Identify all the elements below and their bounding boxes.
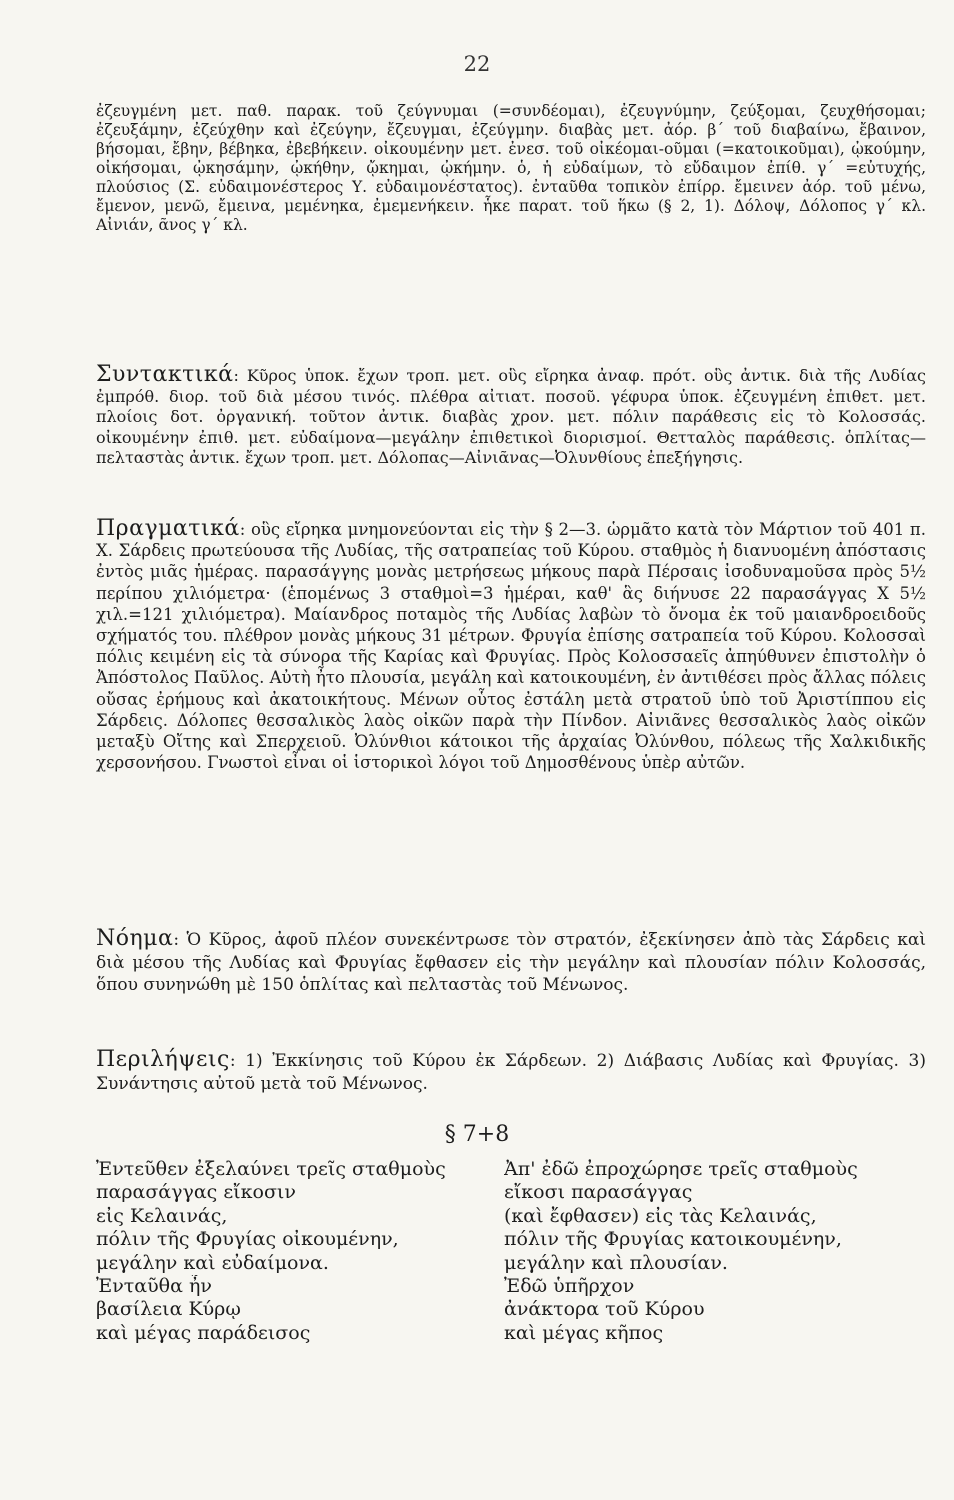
factual-notes bbox=[96, 518, 926, 773]
original-line: βασίλεια Κύρῳ bbox=[96, 1298, 241, 1321]
meaning-text: : Ὁ Κῦρος, ἀφοῦ πλέον συνεκέντρωσε τὸν στρατόν, ἐξεκίνησεν ἀπὸ τὰς Σάρδεις καὶ διὰ μέσου τῆς Λυδίας καὶ Φρυγίας ἔφθασεν εἰς τὴν μεγάλην καὶ πλουσίαν πόλιν Κολοσσάς, ὅπου συνηνώθη μὲ 150 ὁπλίτας καὶ πελταστὰς τοῦ Μένωνος. bbox=[96, 930, 926, 995]
vocabulary-notes: ἐζευγμένη μετ. παθ. παρακ. τοῦ ζεύγνυμαι (=συνδέομαι), ἐζευγνύμην, ζεύξομαι, ζευχθήσομαι; ἐζευξάμην, ἐζεύχθην καὶ ἐζεύγην, ἔζευγμαι, ἐζεύγμην. διαβὰς μετ. ἀόρ. β΄ τοῦ διαβαίνω, ἔβαινον, βήσομαι, ἔβην, βέβηκα, ἐβεβήκειν. οἰκουμένην μετ. ἐνεσ. τοῦ οἰκέομαι-οῦμαι (=κατοικοῦμαι), ᾠκούμην, οἰκήσομαι, ᾠκησάμην, ᾠκήθην, ᾤκημαι, ᾠκήμην. ὁ, ἡ εὐδαίμων, τὸ εὔδαιμον ἐπίθ. γ΄ =εὐτυχής, πλούσιος (Σ. εὐδαιμονέστερος Υ. εὐδαιμονέστατος). ἐνταῦθα τοπικὸν ἐπίρρ. ἔμεινεν ἀόρ. τοῦ μένω, ἔμενον, μενῶ, ἔμεινα, μεμένηκα, ἐμεμενήκειν. ἧκε παρατ. τοῦ ἥκω (§ 2, 1). Δόλοψ, Δόλοπος γ΄ κλ. Αἰνιάν, ᾶνος γ΄ κλ. bbox=[96, 102, 926, 234]
original-line: μεγάλην καὶ εὐδαίμονα. bbox=[96, 1251, 329, 1274]
original-line: Ἐντεῦθεν ἐξελαύνει τρεῖς σταθμοὺς bbox=[96, 1158, 446, 1180]
translation-line: μεγάλην καὶ πλουσίαν. bbox=[504, 1251, 728, 1274]
syntax-text: : Κῦρος ὑποκ. ἔχων τροπ. μετ. οὓς εἴρηκα ἀναφ. πρότ. οὓς ἀντικ. διὰ τῆς Λυδίας ἐμπρόθ. διορ. τοῦ διὰ μέσου τινός. πλέθρα αἰτιατ. ποσοῦ. γέφυρα ὑποκ. ἐζευγμένη ἐπιθετ. μετ. πλοίοις δοτ. ὀργανική. τοῦτον ἀντικ. διαβὰς χρον. μετ. πόλιν παράθεσις εἰς τὸ Κολοσσάς. οἰκουμένην ἐπιθ. μετ. εὐδαίμονα—μεγάλην ἐπιθετικοὶ διορισμοί. Θετταλὸς παράθεσις. ὁπλίτας—πελταστὰς ἀντικ. ἔχων τροπ. μετ. Δόλοπας—Αἰνιᾶνας—Ὀλυνθίους ἐπεξήγησις. bbox=[96, 366, 926, 467]
original-line: εἰς Κελαινάς, bbox=[96, 1204, 228, 1227]
translation-line: Ἐδῶ ὑπῆρχον bbox=[504, 1275, 635, 1298]
parallel-row bbox=[96, 1275, 926, 1298]
meaning-heading: Νόημα bbox=[96, 926, 174, 951]
original-line: καὶ μέγας παράδεισος bbox=[96, 1321, 311, 1344]
summary-heading: Περιλήψεις bbox=[96, 1047, 230, 1072]
factual-heading: Πραγματικά bbox=[96, 516, 240, 541]
original-line: πόλιν τῆς Φρυγίας οἰκουμένην, bbox=[96, 1228, 399, 1251]
syntax-heading: Συντακτικά bbox=[96, 362, 234, 387]
translation-line: Ἀπ' ἐδῶ ἐπροχώρησε τρεῖς σταθμοὺς bbox=[504, 1158, 858, 1180]
translation-line: ἀνάκτορα τοῦ Κύρου bbox=[504, 1298, 705, 1321]
section-sign: § 7+8 bbox=[444, 1122, 510, 1147]
parallel-row bbox=[96, 1205, 926, 1228]
parallel-translation bbox=[96, 1158, 926, 1345]
original-line: παρασάγγας εἴκοσιν bbox=[96, 1181, 296, 1204]
parallel-row bbox=[96, 1322, 926, 1345]
parallel-row bbox=[96, 1228, 926, 1251]
translation-line: εἴκοσι παρασάγγας bbox=[504, 1181, 693, 1204]
translation-line: (καὶ ἔφθασεν) εἰς τὰς Κελαινάς, bbox=[504, 1204, 817, 1227]
factual-text: : οὓς εἴρηκα μνημονεύονται εἰς τὴν § 2—3. ὡρμᾶτο κατὰ τὸν Μάρτιον τοῦ 401 π. Χ. Σάρδεις πρωτεύουσα τῆς Λυδίας, τῆς σατραπείας τοῦ Κύρου. σταθμὸς ἡ διανυομένη ἀπόστασις ἐντὸς μιᾶς ἡμέρας. παρασάγγης μονὰς μετρήσεως μήκους παρὰ Πέρσαις ἰσοδυναμοῦσα πρὸς 5½ περίπου χιλιόμετρα· (ἑπομένως 3 σταθμοὶ=3 ἡμέραι, καθ' ἃς διήνυσε 22 παρασάγγας X 5½ χιλ.=121 χιλιόμετρα). Μαίανδρος ποταμὸς τῆς Λυδίας λαβὼν τὸ ὄνομα ἐκ τοῦ μαιανδροειδοῦς σχήματός του. πλέθρον μονὰς μήκους 31 μέτρων. Φρυγία ἐπίσης σατραπεία τοῦ Κύρου. Κολοσσαὶ πόλις κειμένη εἰς τὰ σύνορα τῆς Καρίας καὶ Φρυγίας. Πρὸς Κολοσσαεῖς ἀπηύθυνεν ἐπιστολὴν ὁ Ἀπόστολος Παῦλος. Αὐτὴ ἦτο πλουσία, μεγάλη καὶ κατοικουμένη, ἐν ἀντιθέσει πρὸς ἄλλας πόλεις οὔσας ἐρήμους καὶ ἀκατοικήτους. Μένων οὗτος ἐστάλη μετὰ στρατοῦ ὑπὸ τοῦ Ἀριστίππου εἰς Σάρδεις. Δόλοπες θεσσαλικὸς λαὸς οἰκῶν παρὰ τὴν Πίνδον. Αἰνιᾶνες θεσσαλικὸς λαὸς οἰκῶν μεταξὺ Οἴτης καὶ Σπερχειοῦ. Ὀλύνθιοι κάτοικοι τῆς ἀρχαίας Ὀλύνθου, πόλεως τῆς Χαλκιδικῆς χερσονήσου. Γνωστοὶ εἶναι οἱ ἱστορικοὶ λόγοι τοῦ Δημοσθένους ὑπὲρ αὐτῶν. bbox=[96, 520, 926, 773]
parallel-row bbox=[96, 1181, 926, 1204]
parallel-row bbox=[96, 1158, 926, 1181]
translation-line: καὶ μέγας κῆπος bbox=[504, 1321, 664, 1344]
parallel-row bbox=[96, 1252, 926, 1275]
parallel-row bbox=[96, 1298, 926, 1321]
translation-line: πόλιν τῆς Φρυγίας κατοικουμένην, bbox=[504, 1228, 842, 1251]
summary-section bbox=[96, 1048, 926, 1096]
meaning-section bbox=[96, 928, 926, 997]
syntax-notes bbox=[96, 362, 926, 469]
page-number: 22 bbox=[463, 52, 491, 76]
summary-text: : 1) Ἐκκίνησις τοῦ Κύρου ἐκ Σάρδεων. 2) Διάβασις Λυδίας καὶ Φρυγίας. 3) Συνάντησις αὐτοῦ μετὰ τοῦ Μένωνος. bbox=[96, 1051, 926, 1094]
original-line: Ἐνταῦθα ἦν bbox=[96, 1275, 212, 1298]
